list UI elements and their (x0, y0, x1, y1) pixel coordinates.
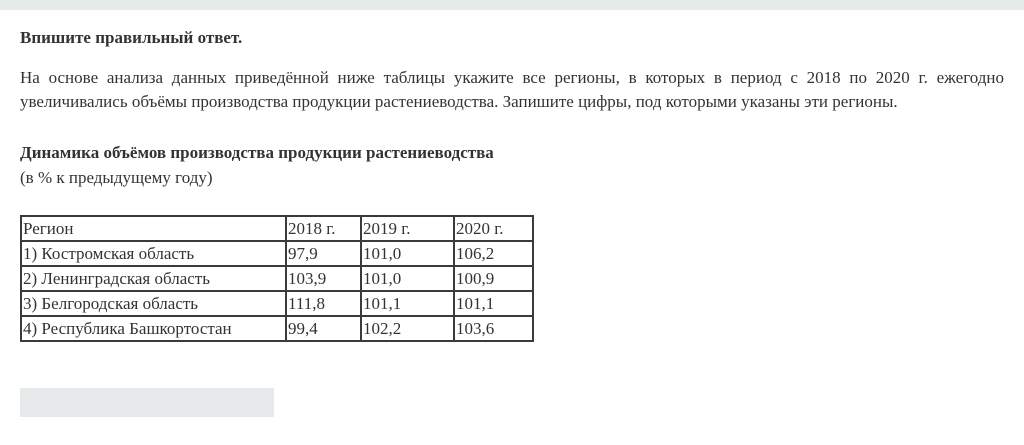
header-cell-region: Регион (21, 216, 286, 241)
table-cell: 106,2 (454, 241, 533, 266)
table-cell: 4) Республика Башкортостан (21, 316, 286, 341)
table-cell: 2) Ленинградская область (21, 266, 286, 291)
table-title: Динамика объёмов производства продукции растениеводства (20, 143, 494, 162)
top-bar (0, 0, 1024, 10)
table-cell: 1) Костромская область (21, 241, 286, 266)
table-cell: 99,4 (286, 316, 361, 341)
table-cell: 101,0 (361, 266, 454, 291)
table-cell: 100,9 (454, 266, 533, 291)
instruction-text: Впишите правильный ответ. (20, 28, 243, 47)
question-text: На основе анализа данных приведённой ниже таблицы укажите все регионы, в которых в период с 2018 по 2020 г. ежегодно увеличивались объёмы производства продукции растениеводства. Запишите цифры, под которыми указаны эти регионы. (20, 68, 1004, 111)
table-cell: 101,1 (361, 291, 454, 316)
data-table (20, 215, 534, 342)
table-subtitle: (в % к предыдущему году) (20, 168, 213, 187)
table-cell: 102,2 (361, 316, 454, 341)
table-cell: 3) Белгородская область (21, 291, 286, 316)
table-cell: 103,6 (454, 316, 533, 341)
header-cell-2018: 2018 г. (286, 216, 361, 241)
table-row (21, 266, 533, 291)
table-cell: 97,9 (286, 241, 361, 266)
table-cell: 101,1 (454, 291, 533, 316)
table-cell: 111,8 (286, 291, 361, 316)
table-cell: 103,9 (286, 266, 361, 291)
header-cell-2019: 2019 г. (361, 216, 454, 241)
table-cell: 101,0 (361, 241, 454, 266)
table-row (21, 316, 533, 341)
table-row (21, 241, 533, 266)
table-row (21, 291, 533, 316)
answer-input[interactable] (20, 388, 274, 417)
table-header-row (21, 216, 533, 241)
header-cell-2020: 2020 г. (454, 216, 533, 241)
